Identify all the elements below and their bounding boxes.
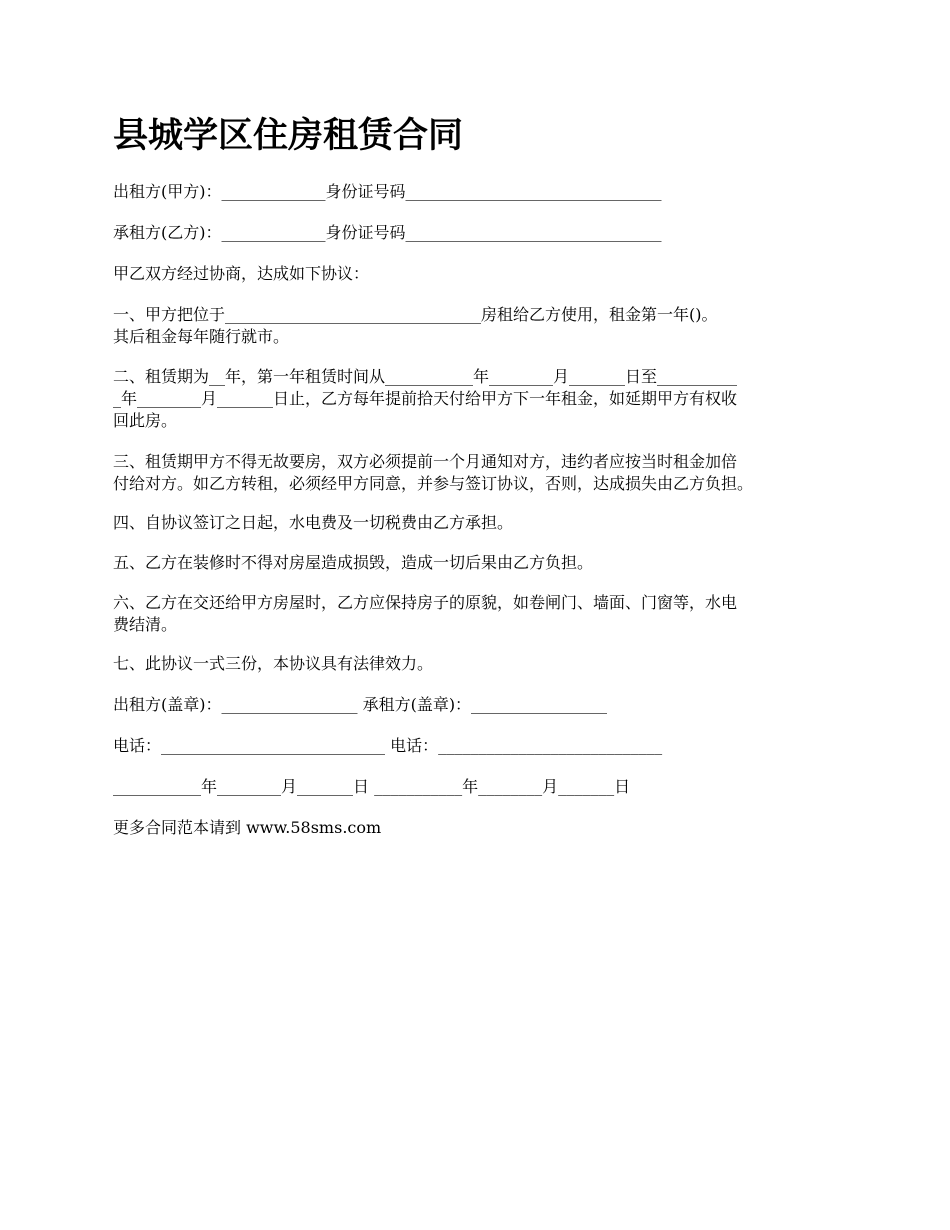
text-line: _年________月_______日止，乙方每年提前拾天付给甲方下一年租金，如延期甲方有权收 — [113, 389, 738, 408]
text-line: ___________年________月_______日 ___________年________月_______日 — [113, 777, 631, 796]
text-line: 二、租赁期为__年，第一年租赁时间从___________年________月_______日至__________ — [113, 367, 738, 386]
date-line — [113, 776, 848, 798]
text-line: 三、租赁期甲方不得无故要房，双方必须提前一个月通知对方，违约者应按当时租金加倍 — [113, 452, 738, 471]
footer-note — [113, 817, 848, 839]
text-line: 付给对方。如乙方转租，必须经甲方同意，并参与签订协议，否则，达成损失由乙方负担。 — [113, 474, 754, 493]
text-line: 出租方(甲方)：_____________身份证号码________________________________ — [113, 182, 662, 201]
lessor-line — [113, 181, 848, 203]
clause-4 — [113, 512, 848, 534]
clause-3 — [113, 451, 848, 495]
clause-6 — [113, 592, 848, 636]
text-line: 费结清。 — [113, 615, 178, 634]
text-line: 其后租金每年随行就市。 — [113, 327, 290, 346]
clause-1 — [113, 304, 848, 348]
clause-5 — [113, 552, 848, 574]
clause-2 — [113, 366, 848, 432]
text-line: 更多合同范本请到 www.58sms.com — [113, 818, 382, 837]
text-line: 五、乙方在装修时不得对房屋造成损毁，造成一切后果由乙方负担。 — [113, 553, 594, 572]
text-line: 出租方(盖章)：_________________ 承租方(盖章)：_________________ — [113, 695, 608, 714]
text-line: 甲乙双方经过协商，达成如下协议： — [113, 264, 370, 283]
lessee-line — [113, 222, 848, 244]
text-line: 一、甲方把位于________________________________房租给乙方使用，租金第一年()。 — [113, 305, 718, 324]
clause-7 — [113, 653, 848, 675]
text-line: 电话：____________________________ 电话：____________________________ — [113, 736, 663, 755]
text-line: 四、自协议签订之日起，水电费及一切税费由乙方承担。 — [113, 513, 514, 532]
document-title: 县城学区住房租赁合同 — [113, 115, 464, 156]
signature-line — [113, 694, 848, 716]
text-line: 承租方(乙方)：_____________身份证号码________________________________ — [113, 223, 662, 242]
text-line: 六、乙方在交还给甲方房屋时，乙方应保持房子的原貌，如卷闸门、墙面、门窗等，水电 — [113, 593, 738, 612]
text-line: 七、此协议一式三份，本协议具有法律效力。 — [113, 654, 434, 673]
text-line: 回此房。 — [113, 411, 178, 430]
intro-paragraph — [113, 263, 848, 285]
phone-line — [113, 735, 848, 757]
